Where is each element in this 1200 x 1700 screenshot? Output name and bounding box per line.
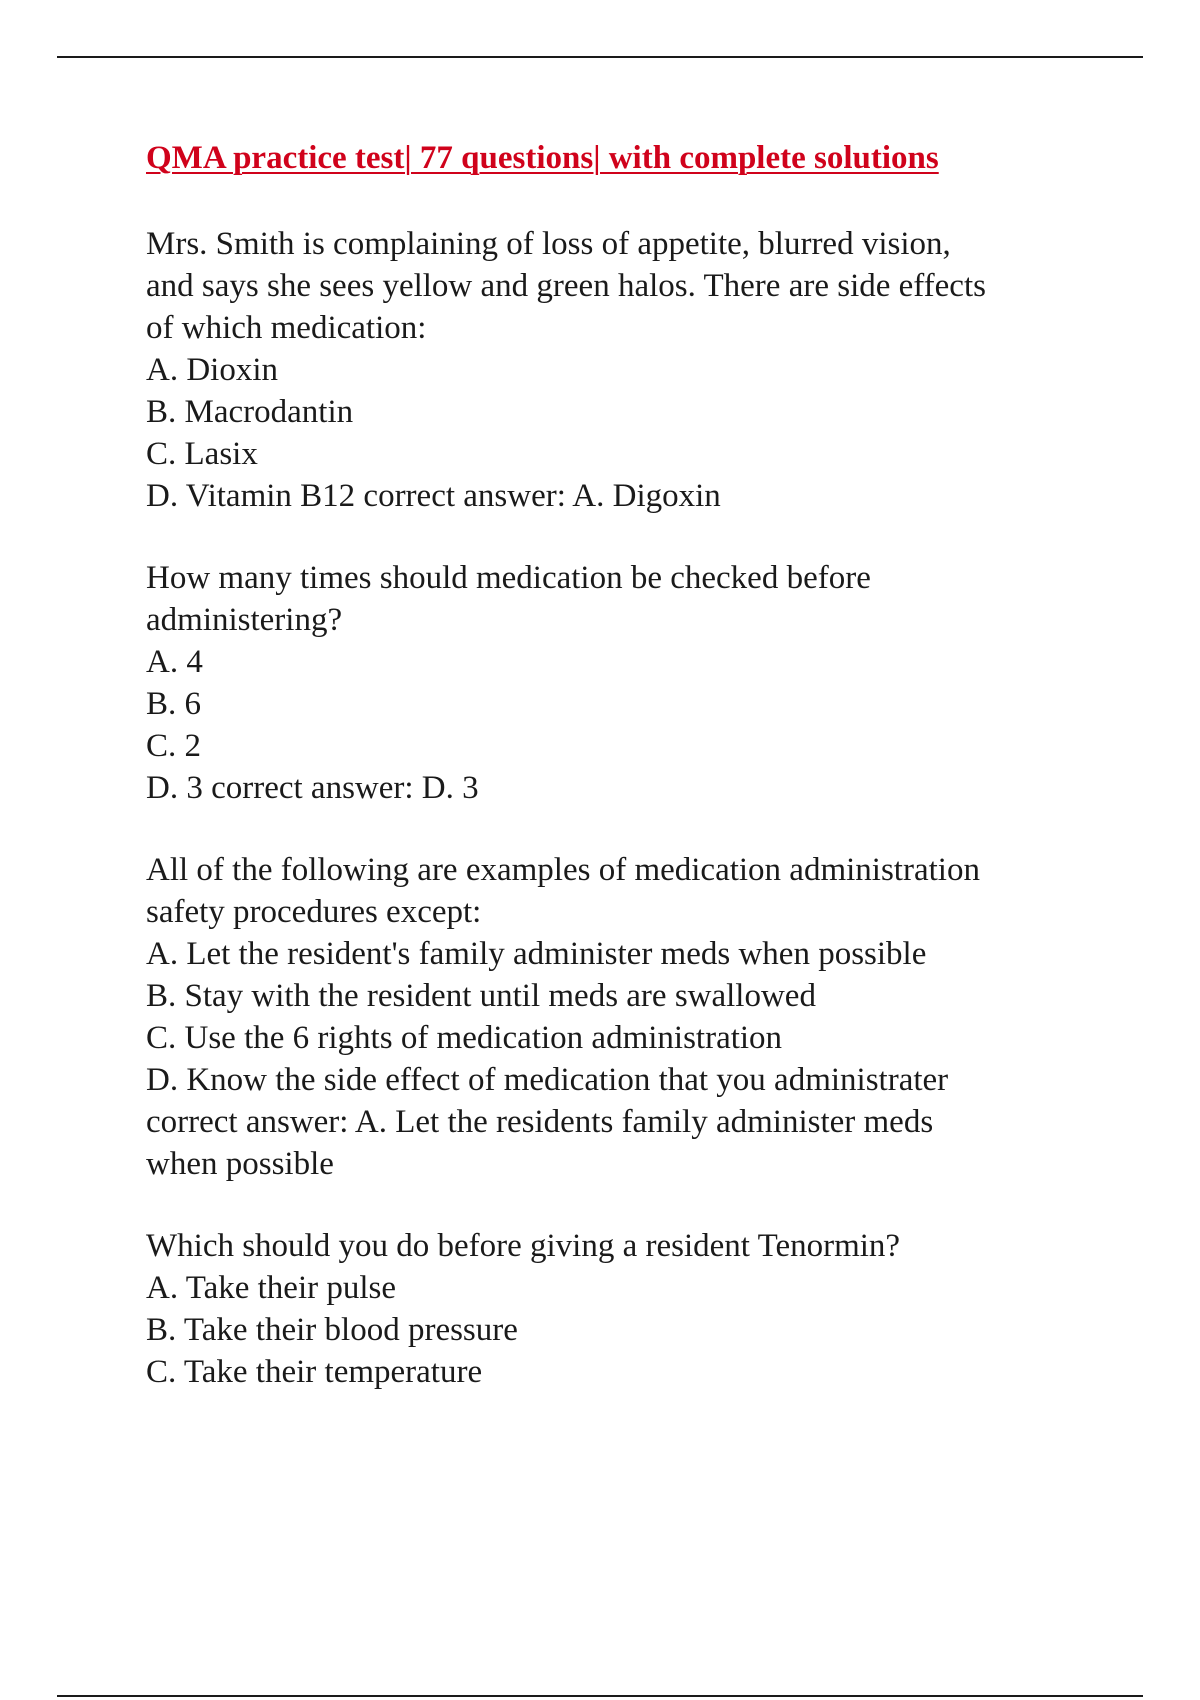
question-text: Mrs. Smith is complaining of loss of appetite, blurred vision, [146, 226, 951, 263]
question-text: administering? [146, 602, 343, 639]
answer-option: D. Vitamin B12 correct answer: A. Digoxin [146, 478, 721, 515]
answer-option: A. 4 [146, 644, 203, 681]
answer-option: D. 3 correct answer: D. 3 [146, 770, 479, 807]
question-text: How many times should medication be checked before [146, 560, 871, 597]
question-text: safety procedures except: [146, 894, 482, 931]
question-text: and says she sees yellow and green halos. There are side effects [146, 268, 986, 305]
answer-option: C. Use the 6 rights of medication administration [146, 1020, 783, 1057]
answer-option: A. Take their pulse [146, 1270, 397, 1307]
question-3 [146, 849, 1086, 1185]
answer-option: C. 2 [146, 728, 202, 765]
question-4 [146, 1225, 1086, 1393]
question-text: of which medication: [146, 310, 427, 347]
top-divider [57, 56, 1143, 58]
document-title: QMA practice test| 77 questions| with complete solutions [146, 140, 939, 176]
question-1 [146, 223, 1086, 517]
question-2 [146, 557, 1086, 809]
document-body [146, 138, 1086, 1433]
question-text: Which should you do before giving a resident Tenormin? [146, 1228, 901, 1265]
bottom-divider [57, 1695, 1143, 1697]
answer-option: B. 6 [146, 686, 202, 723]
answer-option: correct answer: A. Let the residents family administer meds [146, 1104, 934, 1141]
answer-option: B. Macrodantin [146, 394, 354, 431]
answer-option: A. Dioxin [146, 352, 278, 389]
answer-option: B. Take their blood pressure [146, 1312, 518, 1349]
answer-option: B. Stay with the resident until meds are swallowed [146, 978, 816, 1015]
question-text: All of the following are examples of medication administration [146, 852, 980, 889]
answer-option: when possible [146, 1146, 334, 1183]
answer-option: D. Know the side effect of medication that you administrater [146, 1062, 949, 1099]
answer-option: C. Take their temperature [146, 1354, 483, 1391]
answer-option: A. Let the resident's family administer meds when possible [146, 936, 927, 973]
answer-option: C. Lasix [146, 436, 258, 473]
